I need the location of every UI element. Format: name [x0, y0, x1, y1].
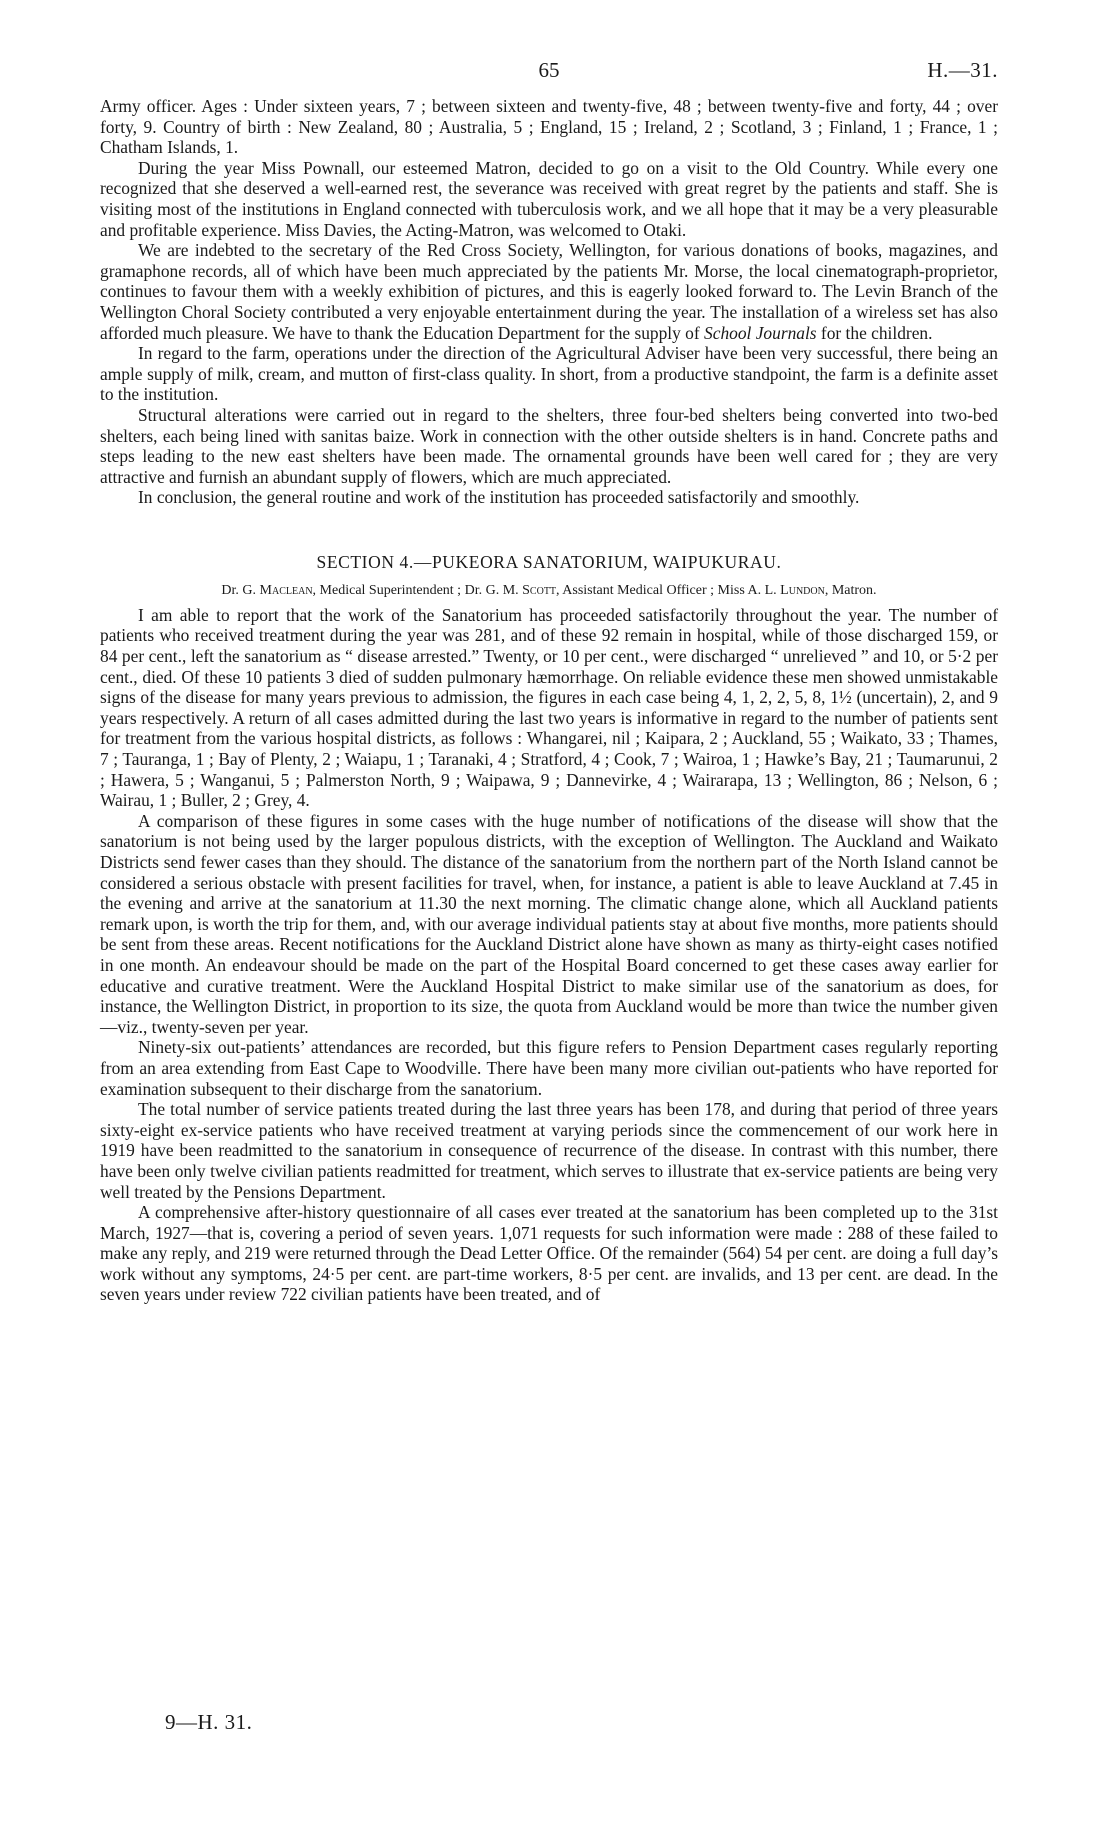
- document-page: [100, 58, 998, 1305]
- staff-3-name: Lundon: [780, 582, 825, 598]
- page-number: 65: [538, 58, 560, 82]
- page-header: [100, 58, 998, 96]
- staff-1-prefix: Dr. G.: [221, 582, 260, 598]
- paragraph: In conclusion, the general routine and work of the institution has proceeded satisfactorily and smoothly.: [138, 487, 860, 508]
- italic-title: School Journals: [704, 322, 817, 343]
- staff-2-role: , Assistant Medical Officer ;: [556, 582, 718, 598]
- staff-2-prefix: Dr. G. M.: [464, 582, 523, 598]
- paragraph: Army officer. Ages : Under sixteen years, 7 ; between sixteen and twenty-five, 48 ; between twenty-five and forty, 44 ; over forty, 9. Country of birth : New Zealand, 80 ; Australia, 5 ; England, 15 ; Ireland, 2 ; Scotland, 3 ; Finland, 1 ; France, 1 ; Chatham Islands, 1.: [100, 96, 998, 158]
- paragraph: I am able to report that the work of the Sanatorium has proceeded satisfactorily throughout the year. The number of patients who received treatment during the year was 281, and of these 92 remain in hospital, while of those discharged 159, or 84 per cent., left the sanatorium as “ disease arrested.” Twenty, or 10 per cent., were discharged “ unrelieved ” and 10, or 5·2 per cent., died. Of these 10 patients 3 died of sudden pulmonary hæmorrhage. On reliable evidence these men showed unmistakable signs of the disease for many years previous to admission, the figures in each case being 4, 1, 2, 2, 5, 8, 1½ (uncertain), 2, and 9 years respectively. A return of all cases admitted during the last two years is informative in regard to the number of patients sent for treatment from the various hospital districts, as follows : Whangarei, nil ; Kaipara, 2 ; Auckland, 55 ; Waikato, 33 ; Thames, 7 ; Tauranga, 1 ; Bay of Plenty, 2 ; Waiapu, 1 ; Taranaki, 4 ; Stratford, 4 ; Cook, 7 ; Wairoa, 1 ; Hawke’s Bay, 21 ; Taumarunui, 2 ; Hawera, 5 ; Wanganui, 5 ; Palmerston North, 9 ; Waipawa, 9 ; Dannevirke, 4 ; Wairarapa, 13 ; Wellington, 86 ; Nelson, 6 ; Wairau, 1 ; Buller, 2 ; Grey, 4.: [100, 604, 998, 811]
- paragraph: Ninety-six out-patients’ attendances are recorded, but this figure refers to Pension Department cases regularly reporting from an area extending from East Cape to Woodville. There have been many more civilian out-patients who have reported for examination subsequent to their discharge from the sanatorium.: [100, 1037, 998, 1099]
- paragraph: A comparison of these figures in some cases with the huge number of notifications of the disease will show that the sanatorium is not being used by the larger populous districts, with the exception of Wellington. The Auckland and Waikato Districts send fewer cases than they should. The distance of the sanatorium from the northern part of the North Island cannot be considered a serious obstacle with present facilities for travel, when, for instance, a patient is able to leave Auckland at 7.45 in the evening and arrive at the sanatorium at 11.30 the next morning. The climatic change alone, which all Auckland patients remark upon, is worth the trip for them, and, with our average individual patients stay at about five months, more patients should be sent from these areas. Recent notifications for the Auckland District alone have shown as many as thirty-eight cases notified in one month. An endeavour should be made on the part of the Hospital Board concerned to get these cases away earlier for educative and curative treatment. Were the Auckland Hospital District to make similar use of the sanatorium as does, for instance, the Wellington District, in proportion to its size, the quota from Auckland would be more than twice the number given—viz., twenty-seven per year.: [100, 810, 998, 1037]
- staff-1-name: Maclean: [259, 582, 313, 598]
- section-title: SECTION 4.—PUKEORA SANATORIUM, WAIPUKURAU.: [316, 551, 782, 572]
- staff-1-role: , Medical Superintendent ;: [312, 582, 465, 598]
- paragraph-tail: for the children.: [816, 322, 933, 343]
- staff-line: [100, 583, 998, 599]
- paragraph: A comprehensive after-history questionnaire of all cases ever treated at the sanatorium has been completed up to the 31st March, 1927—that is, covering a period of seven years. 1,071 requests for such information were made : 288 of these failed to make any reply, and 219 were returned through the Dead Letter Office. Of the remainder (564) 54 per cent. are doing a full day’s work without any symptoms, 24·5 per cent. are part-time workers, 8·5 per cent. are invalids, and 13 per cent. are dead. In the seven years under review 722 civilian patients have been treated, and of: [100, 1202, 998, 1305]
- paragraph-text: We are indebted to the secretary of the Red Cross Society, Wellington, for various donations of books, magazines, and gramaphone records, all of which have been much appreciated by the patients Mr. Morse, the local cinematograph-proprietor, continues to favour them with a weekly exhibition of pictures, and this is eagerly looked forward to. The Levin Branch of the Wellington Choral Society contributed a very enjoyable entertainment during the year. The installation of a wireless set has also afforded much pleasure. We have to thank the Education Department for the supply of: [100, 240, 998, 343]
- report-code: H.—31.: [927, 58, 998, 82]
- page-signature: 9—H. 31.: [165, 1710, 253, 1734]
- paragraph: During the year Miss Pownall, our esteemed Matron, decided to go on a visit to the Old Country. While every one recognized that she deserved a well-earned rest, the severance was received with great regret by the patients and staff. She is visiting most of the institutions in England connected with tuberculosis work, and we all hope that it may be a very pleasurable and profitable experience. Miss Davies, the Acting-Matron, was welcomed to Otaki.: [100, 157, 998, 240]
- paragraph: In regard to the farm, operations under the direction of the Agricultural Adviser have been very successful, there being an ample supply of milk, cream, and mutton of first-class quality. In short, from a productive standpoint, the farm is a definite asset to the institution.: [100, 343, 998, 405]
- staff-3-prefix: Miss A. L.: [717, 582, 781, 598]
- paragraph: [100, 240, 998, 343]
- staff-3-role: , Matron.: [824, 582, 877, 598]
- staff-2-name: Scott: [522, 582, 557, 598]
- paragraph: The total number of service patients treated during the last three years has been 178, and during that period of three years sixty-eight ex-service patients who have received treatment at varying periods since the commencement of our work here in 1919 have been readmitted to the sanatorium in consequence of recurrence of the disease. In contrast with this number, there have been only twelve civilian patients readmitted for treatment, which serves to illustrate that ex-service patients are being very well treated by the Pensions Department.: [100, 1099, 998, 1202]
- paragraph: Structural alterations were carried out in regard to the shelters, three four-bed shelters being converted into two-bed shelters, each being lined with sanitas baize. Work in connection with the other outside shelters is in hand. Concrete paths and steps leading to the new east shelters have been made. The ornamental grounds have been well cared for ; they are very attractive and furnish an abundant supply of flowers, which are much appreciated.: [100, 404, 998, 487]
